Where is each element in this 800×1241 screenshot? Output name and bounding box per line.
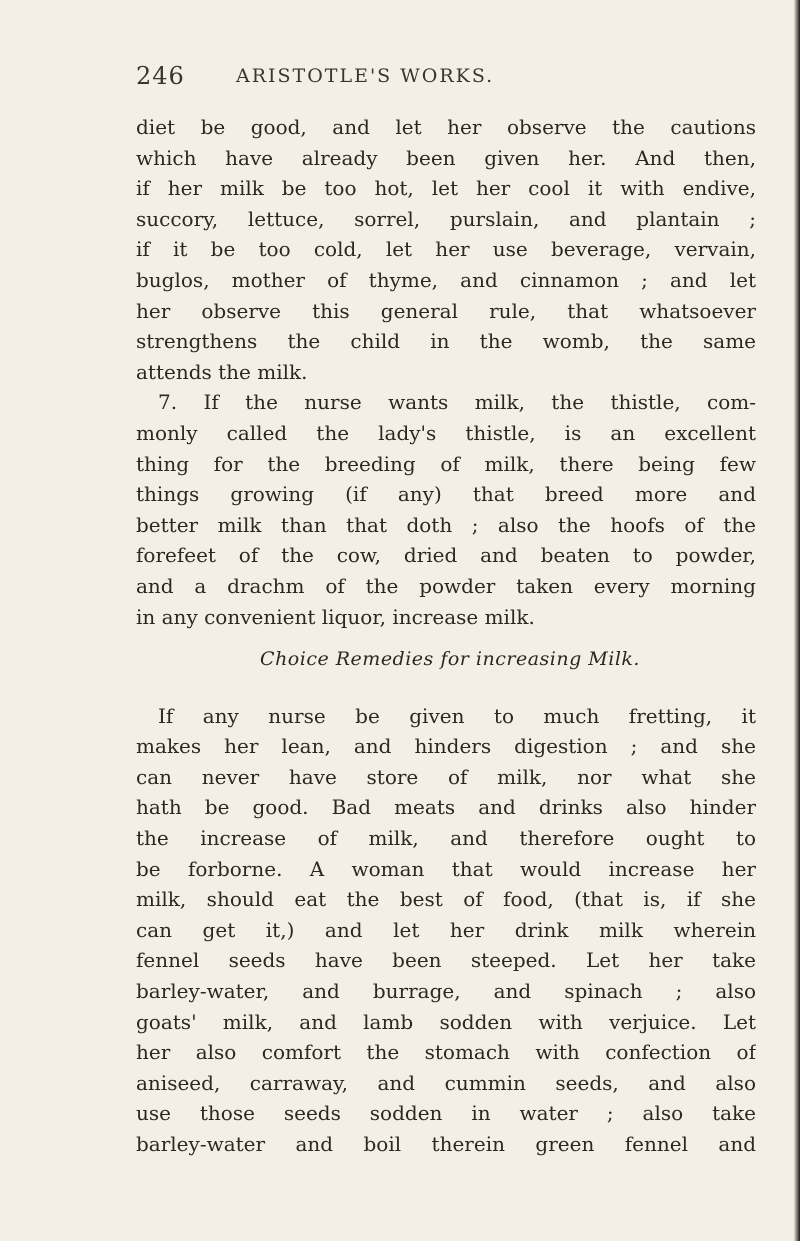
text-line: makes her lean, and hinders digestion ; and she xyxy=(136,734,756,759)
text-line: If any nurse be given to much fretting, it xyxy=(158,703,756,728)
text-line: succory, lettuce, sorrel, purslain, and plantain ; xyxy=(136,206,756,231)
text-line: in any convenient liquor, increase milk. xyxy=(136,604,535,629)
text-line: if her milk be too hot, let her cool it with endive, xyxy=(136,176,756,201)
body-text xyxy=(136,112,756,1160)
text-line: the increase of milk, and therefore ought to xyxy=(136,826,756,851)
text-line: goats' milk, and lamb sodden with verjuice. Let xyxy=(136,1009,756,1034)
text-line: hath be good. Bad meats and drinks also hinder xyxy=(136,795,756,820)
section-heading: Choice Remedies for increasing Milk. xyxy=(260,648,640,671)
text-line: her also comfort the stomach with confection of xyxy=(136,1040,756,1065)
text-line: things growing (if any) that breed more and xyxy=(136,482,756,507)
text-line: and a drachm of the powder taken every morning xyxy=(136,573,756,598)
text-line: diet be good, and let her observe the cautions xyxy=(136,115,756,139)
text-line: forefeet of the cow, dried and beaten to powder, xyxy=(136,543,756,568)
text-line: fennel seeds have been steeped. Let her take xyxy=(136,948,756,973)
text-line: which have already been given her. And then, xyxy=(136,145,756,170)
running-title: ARISTOTLE'S WORKS. xyxy=(236,65,495,87)
text-line: strengthens the child in the womb, the same xyxy=(136,329,756,354)
text-line: thing for the breeding of milk, there being few xyxy=(136,451,756,476)
page-edge-shadow xyxy=(794,0,800,1241)
text-line: buglos, mother of thyme, and cinnamon ; and let xyxy=(136,267,756,292)
text-line: monly called the lady's thistle, is an excellent xyxy=(136,420,756,445)
paragraph-diet xyxy=(136,112,756,387)
text-line: better milk than that doth ; also the hoofs of the xyxy=(136,512,756,537)
text-line: can never have store of milk, nor what she xyxy=(136,764,756,789)
text-line: barley-water and boil therein green fennel and xyxy=(136,1132,756,1156)
text-line: if it be too cold, let her use beverage, vervain, xyxy=(136,237,756,262)
text-line: can get it,) and let her drink milk wherein xyxy=(136,917,756,942)
page-number: 246 xyxy=(136,62,185,90)
text-line: barley-water, and burrage, and spinach ; also xyxy=(136,979,756,1004)
paragraph-thistle xyxy=(136,387,756,632)
running-head xyxy=(136,62,756,92)
text-line: be forborne. A woman that would increase her xyxy=(136,856,756,881)
paragraph-remedies xyxy=(136,701,756,1160)
text-line: her observe this general rule, that whatsoever xyxy=(136,298,756,323)
text-line: use those seeds sodden in water ; also take xyxy=(136,1101,756,1126)
text-line: attends the milk. xyxy=(136,359,308,384)
text-line: aniseed, carraway, and cummin seeds, and also xyxy=(136,1070,756,1095)
text-line: milk, should eat the best of food, (that is, if she xyxy=(136,887,756,912)
text-line: 7. If the nurse wants milk, the thistle, com- xyxy=(158,390,756,415)
